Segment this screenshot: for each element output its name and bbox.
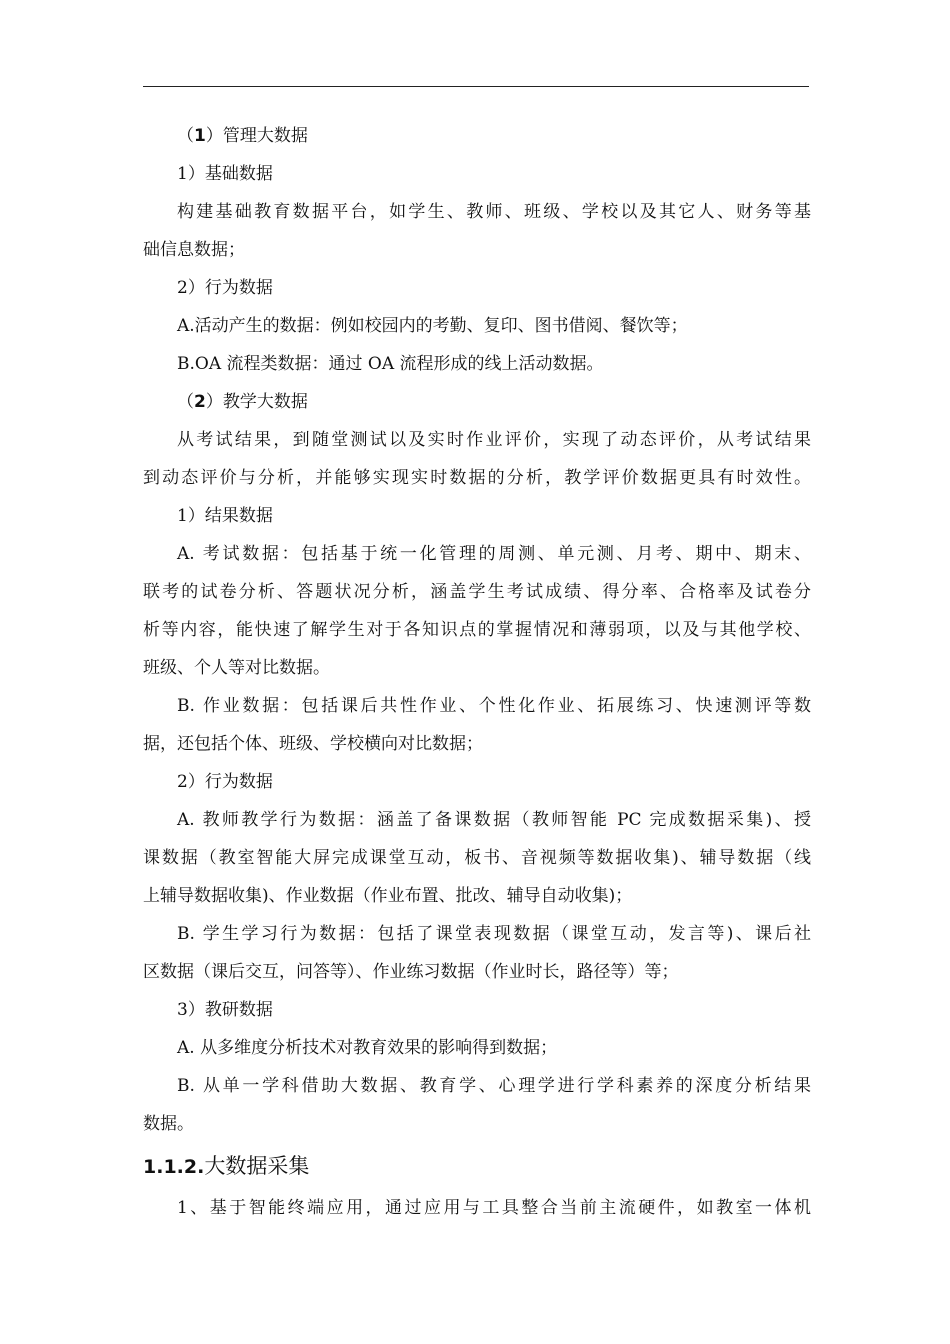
section-title: 大数据采集 [204, 1154, 310, 1178]
heading-open-paren: （ [177, 392, 194, 412]
paragraph-subheading: 2）行为数据 [177, 278, 273, 298]
paragraph-line: 到动态评价与分析，并能够实现实时数据的分析，教学评价数据更具有时效性。 [143, 468, 811, 488]
paragraph-subheading: 1）基础数据 [177, 164, 273, 184]
paragraph-line: 据，还包括个体、班级、学校横向对比数据； [143, 734, 483, 754]
paragraph-line: B. 学生学习行为数据：包括了课堂表现数据（课堂互动，发言等)、课后社 [177, 924, 811, 944]
paragraph-line: A. 考试数据：包括基于统一化管理的周测、单元测、月考、期中、期末、 [177, 544, 811, 564]
paragraph-line: 1、基于智能终端应用，通过应用与工具整合当前主流硬件，如教室一体机 [177, 1198, 811, 1218]
paragraph-subheading: 1）结果数据 [177, 506, 273, 526]
paragraph-line: 构建基础教育数据平台，如学生、教师、班级、学校以及其它人、财务等基 [177, 202, 811, 222]
document-body [143, 117, 811, 1227]
heading-text: ）管理大数据 [205, 126, 308, 146]
paragraph-line: B. 作业数据：包括课后共性作业、个性化作业、拓展练习、快速测评等数 [177, 696, 811, 716]
paragraph-heading-2 [143, 383, 811, 421]
paragraph-line: B. 从单一学科借助大数据、教育学、心理学进行学科素养的深度分析结果 [177, 1076, 811, 1096]
paragraph-line: 区数据（课后交互，问答等）、作业练习数据（作业时长，路径等）等； [143, 962, 679, 982]
paragraph-line: 础信息数据； [143, 240, 245, 260]
paragraph-line: 课数据（教室智能大屏完成课堂互动，板书、音视频等数据收集)、辅导数据（线 [143, 848, 811, 868]
paragraph-line: 数据。 [143, 1114, 194, 1134]
paragraph-line: 班级、个人等对比数据。 [143, 658, 330, 678]
paragraph-heading-1 [143, 117, 811, 155]
paragraph-line: 析等内容，能快速了解学生对于各知识点的掌握情况和薄弱项，以及与其他学校、 [143, 620, 811, 640]
paragraph-line: A. 从多维度分析技术对教育效果的影响得到数据； [177, 1038, 558, 1058]
paragraph-line: 联考的试卷分析、答题状况分析，涵盖学生考试成绩、得分率、合格率及试卷分 [143, 582, 811, 602]
paragraph-line: A.活动产生的数据：例如校园内的考勤、复印、图书借阅、餐饮等； [177, 316, 688, 336]
paragraph-line: A. 教师教学行为数据：涵盖了备课数据（教师智能 PC 完成数据采集)、授 [177, 810, 811, 830]
paragraph-line: 上辅导数据收集)、作业数据（作业布置、批改、辅导自动收集)； [143, 886, 633, 906]
paragraph-subheading: 2）行为数据 [177, 772, 273, 792]
section-heading [143, 1143, 811, 1189]
paragraph-subheading: 3）教研数据 [177, 1000, 273, 1020]
section-number: 1.1.2. [143, 1156, 205, 1178]
heading-text: ）教学大数据 [205, 392, 308, 412]
heading-number: 2 [194, 392, 206, 412]
paragraph-line: 从考试结果，到随堂测试以及实时作业评价，实现了动态评价，从考试结果 [177, 430, 811, 450]
heading-number: 1 [194, 126, 206, 146]
paragraph-line: B.OA 流程类数据：通过 OA 流程形成的线上活动数据。 [177, 354, 604, 374]
heading-open-paren: （ [177, 126, 194, 146]
header-rule [143, 86, 809, 87]
